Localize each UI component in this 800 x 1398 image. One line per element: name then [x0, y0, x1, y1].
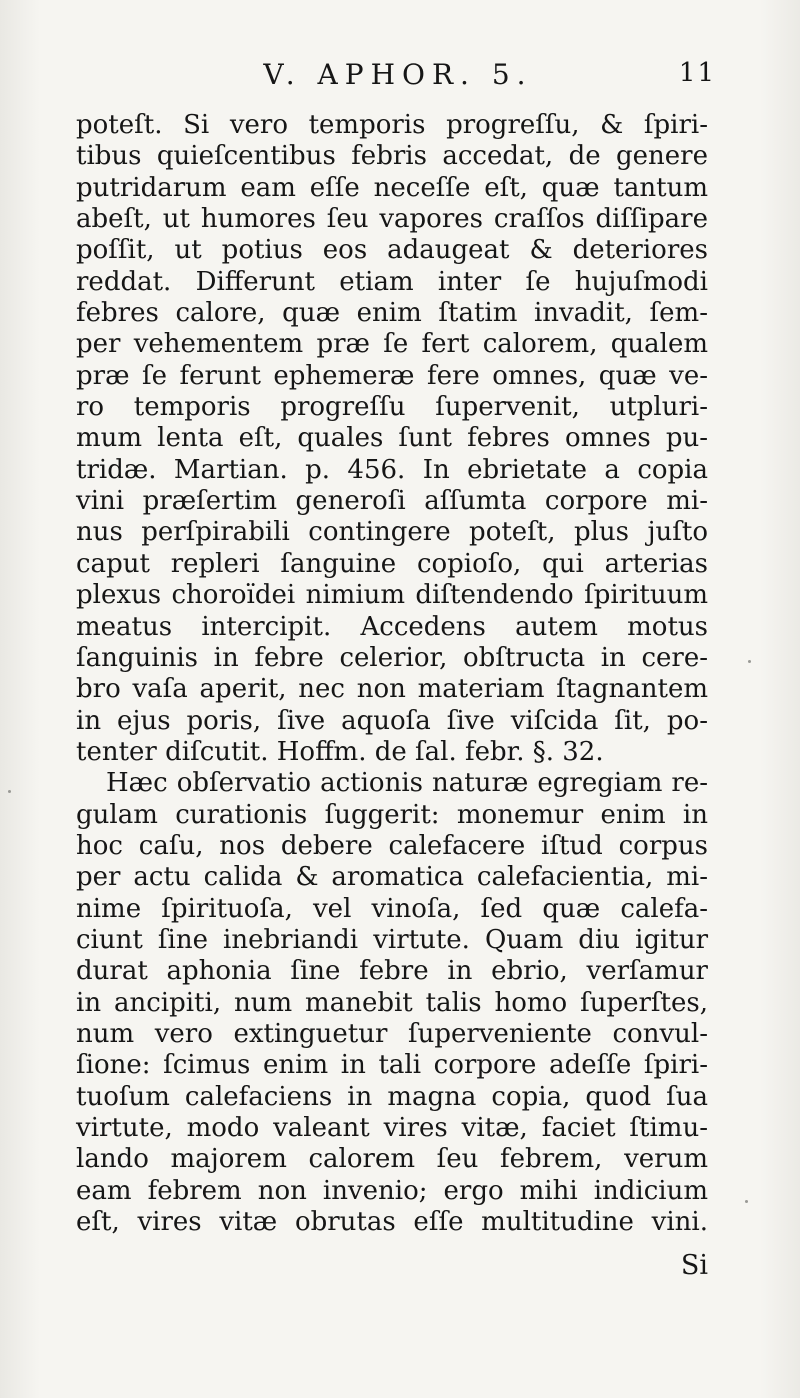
text-line: virtute, modo valeant vires vitæ, faciet ſtimu-	[76, 1113, 708, 1143]
text-line: eam febrem non invenio; ergo mihi indicium	[76, 1175, 708, 1206]
text-line: ro temporis progreſſu ſupervenit, utpluri-	[76, 392, 708, 423]
text-line: lando majorem calorem ſeu febrem, verum	[76, 1144, 708, 1175]
text-line: gulam curationis ſuggerit: monemur enim in	[76, 799, 708, 830]
text-line: abeſt, ut humores ſeu vapores craſſos diſſipare	[76, 204, 708, 235]
text-line: in ejus poris, ſive aquoſa ſive viſcida ſit, po-	[76, 705, 708, 736]
text-line: hoc caſu, nos debere calefacere iſtud corpus	[76, 830, 708, 861]
text-line: per vehementem præ ſe fert calorem, qualem	[76, 329, 708, 360]
text-line: tridæ. Martian. p. 456. In ebrietate a copia	[76, 454, 708, 485]
body-text	[76, 110, 708, 1238]
catchword: Si	[680, 1250, 708, 1281]
text-line: durat aphonia ſine febre in ebrio, verſamur	[76, 956, 708, 987]
text-line: ſione: ſcimus enim in tali corpore adeſſe ſpiri-	[76, 1050, 708, 1081]
text-line: febres calore, quæ enim ſtatim invadit, ſem-	[76, 298, 708, 329]
paper-speck	[8, 790, 11, 793]
text-line: meatus intercipit. Accedens autem motus	[76, 611, 708, 642]
text-line: nus perſpirabili contingere poteſt, plus juſto	[76, 517, 708, 548]
text-line: num vero extinguetur ſuperveniente convul-	[76, 1018, 708, 1049]
text-line: eſt, vires vitæ obrutas eſſe multitudine vini.	[76, 1207, 708, 1238]
text-line: vini præſertim generoſi aſſumta corpore mi-	[76, 486, 708, 517]
text-line: reddat. Differunt etiam inter ſe hujuſmodi	[76, 266, 708, 297]
text-line: per actu calida & aromatica calefacientia, mi-	[76, 862, 708, 893]
text-line: ſanguinis in febre celerior, obſtructa in cere-	[76, 642, 708, 673]
text-line: ciunt ſine inebriandi virtute. Quam diu igitur	[76, 924, 708, 955]
text-line: poteſt. Si vero temporis progreſſu, & ſpiri-	[76, 110, 708, 140]
text-line: nime ſpirituoſa, vel vinoſa, ſed quæ calefa-	[76, 893, 708, 924]
paper-speck	[745, 1200, 748, 1203]
text-line: mum lenta eſt, quales ſunt febres omnes pu-	[76, 423, 708, 454]
text-line: poſſit, ut potius eos adaugeat & deteriores	[76, 235, 708, 266]
page-number: 11	[678, 58, 716, 88]
text-line: bro vaſa aperit, nec non materiam ſtagnantem	[76, 674, 708, 705]
page-header	[80, 58, 716, 98]
text-line: caput repleri ſanguine copioſo, qui arterias	[76, 548, 708, 579]
text-line: in ancipiti, num manebit talis homo ſuperſtes,	[76, 987, 708, 1018]
text-line: præ ſe ferunt ephemeræ fere omnes, quæ ve-	[76, 360, 708, 391]
text-line: tenter diſcutit. Hoffm. de ſal. febr. §. 32.	[76, 736, 604, 767]
running-head: V. APHOR. 5.	[263, 58, 533, 91]
text-line: tuoſum calefaciens in magna copia, quod ſua	[76, 1081, 708, 1112]
paper-speck	[748, 660, 751, 663]
text-line: putridarum eam eſſe neceſſe eſt, quæ tantum	[76, 172, 708, 203]
text-line: Hæc obſervatio actionis naturæ egregiam re-	[106, 768, 708, 799]
text-line: plexus choroïdei nimium diſtendendo ſpirituum	[76, 580, 708, 611]
text-line: tibus quieſcentibus febris accedat, de genere	[76, 141, 708, 172]
